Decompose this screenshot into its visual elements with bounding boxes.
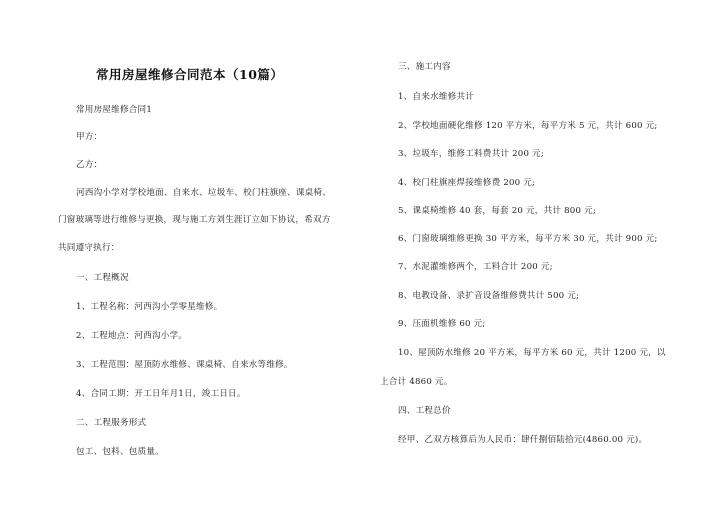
intro-line-3: 共同遵守执行： — [58, 243, 120, 253]
section-1-heading: 一、工程概况 — [76, 273, 129, 283]
intro-line-2: 门窗玻璃等进行维修与更换，现与施工方刘生涯订立如下协议，希双方 — [58, 215, 331, 225]
section-3-item-4: 4、校门柱旗座焊接维修费 200 元; — [398, 178, 536, 188]
section-3-item-10-cont: 上合计 4860 元。 — [380, 377, 453, 387]
section-3-item-6: 6、门窗玻璃维修更换 30 平方米，每平方米 30 元，共计 900 元; — [398, 234, 658, 244]
section-3-item-7: 7、水泥灌维修两个，工料合计 200 元; — [398, 262, 553, 272]
document-title: 常用房屋维修合同范本（10篇） — [96, 67, 284, 82]
section-3-item-8: 8、电教设备、录扩音设备维修费共计 500 元; — [398, 291, 580, 301]
section-3-item-5: 5、课桌椅维修 40 套，每套 20 元，共计 800 元; — [398, 206, 596, 216]
contract-subtitle: 常用房屋维修合同1 — [76, 105, 153, 115]
section-2-heading: 二、工程服务形式 — [76, 418, 147, 428]
party-b-label: 乙方： — [76, 160, 103, 170]
section-4-body: 经甲、乙双方核算后为人民币：肆仟捌佰陆拾元(4860.00 元)。 — [398, 435, 648, 445]
section-1-item-3: 3、工程范围：屋顶防水维修、课桌椅、自来水等维修。 — [76, 360, 293, 370]
section-1-item-4: 4、合同工期：开工日年月1日，竣工日日。 — [76, 389, 246, 399]
section-1-item-2: 2、工程地点：河西沟小学。 — [76, 331, 188, 341]
party-a-label: 甲方： — [76, 132, 103, 142]
section-2-body: 包工、包料、包质量。 — [76, 447, 164, 457]
section-3-item-1: 1、自来水维修共计 — [398, 92, 475, 102]
intro-line-1: 河西沟小学对学校地面、自来水、垃圾车、校门柱旗座、课桌椅、 — [76, 188, 332, 198]
section-3-heading: 三、施工内容 — [398, 62, 451, 72]
section-3-item-2: 2、学校地面硬化维修 120 平方米，每平方米 5 元，共计 600 元; — [398, 121, 658, 131]
section-4-heading: 四、工程总价 — [398, 406, 451, 416]
section-1-item-1: 1、工程名称：河西沟小学零星维修。 — [76, 302, 223, 312]
section-3-item-3: 3、垃圾车，维修工料费共计 200 元; — [398, 149, 544, 159]
section-3-item-10: 10、屋顶防水维修 20 平方米，每平方米 60 元，共计 1200 元，以 — [398, 348, 666, 358]
section-3-item-9: 9、压面机维修 60 元; — [398, 319, 486, 329]
